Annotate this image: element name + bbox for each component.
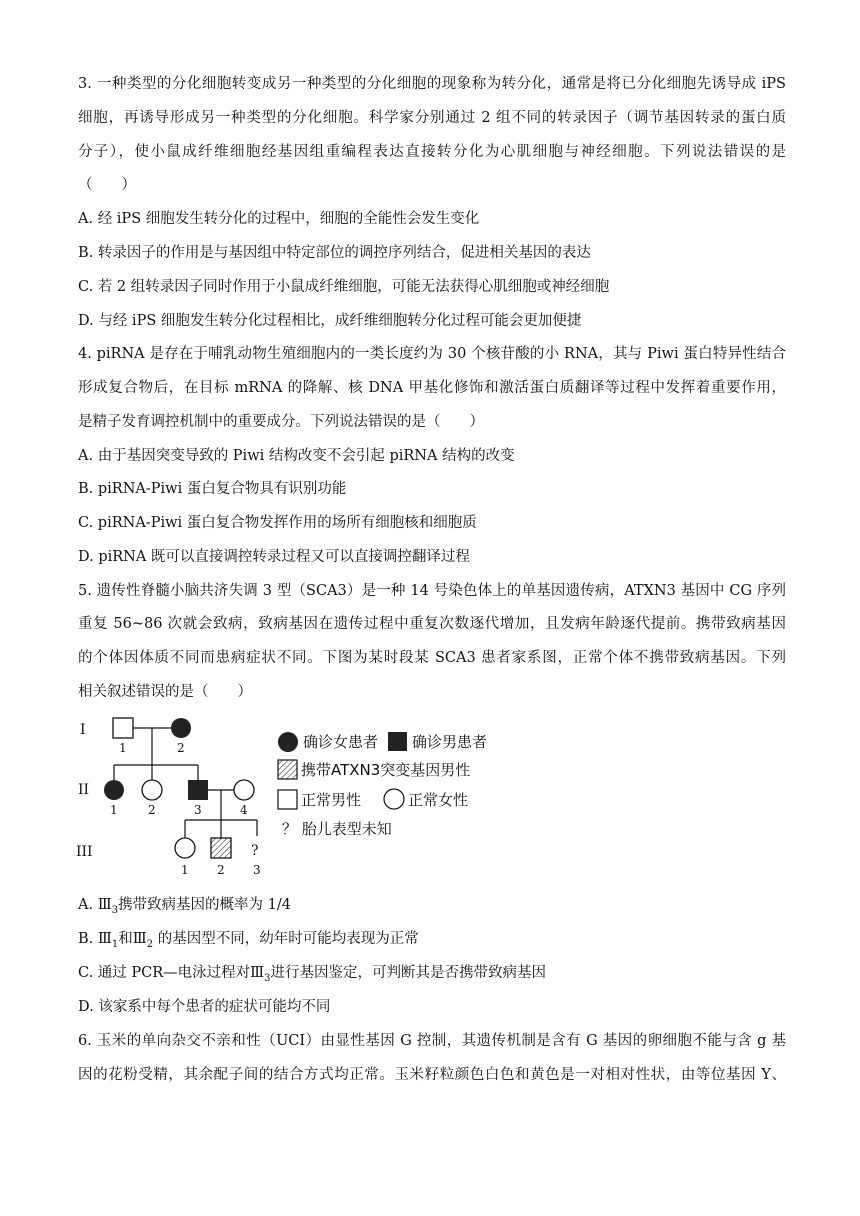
q5-option-a: A. $Ⅲ_3$携带致病基因的概率为 1/4 [78, 897, 292, 916]
q5-stem-line-2: 重复 56~86 次就会致病，致病基因在遗传过程中重复次数逐代增加，且发病年龄逐代提前。携带致病基因 [78, 616, 786, 632]
q5-stem-line-3: 的个体因体质不同而患病症状不同。下图为某时段某 SCA3 患者家系图，正常个体不携带致病基因。下列 [78, 650, 786, 666]
gen2-number-4: 4 [240, 803, 248, 817]
legend-affected-male-label: 确诊男患者 [412, 733, 488, 751]
q3-option-c: C. 若 2 组转录因子同时作用于小鼠成纤维细胞，可能无法获得心肌细胞或神经细胞 [78, 279, 610, 295]
gen3-male-carrier [211, 838, 231, 858]
gen1-male-normal [113, 718, 133, 738]
gen1-number-2: 2 [177, 741, 185, 755]
gen2-female-affected [104, 780, 124, 800]
gen3-female-normal [175, 838, 195, 858]
q5-option-c: C. 通过 PCR—电泳过程对$Ⅲ_3$进行基因鉴定，可判断其是否携带致病基因 [78, 965, 547, 984]
q3-stem-line-1: 3. 一种类型的分化细胞转变成另一种类型的分化细胞的现象称为转分化，通常是将已分化细胞先诱导成 iPS [78, 76, 786, 92]
q6-stem-line-2: 因的花粉受精，其余配子间的结合方式均正常。玉米籽粒颜色白色和黄色是一对相对性状，由等位基因 Y、 [78, 1067, 786, 1083]
q3-option-b: B. 转录因子的作用是与基因组中特定部位的调控序列结合，促进相关基因的表达 [78, 245, 591, 261]
generation-label-3: III [76, 844, 93, 860]
q4-stem-line-3: 是精子发育调控机制中的重要成分。下列说法错误的是（ ） [78, 414, 484, 430]
gen2-number-3: 3 [194, 803, 202, 817]
legend-normal-female-symbol [384, 789, 404, 809]
gen2-number-1: 1 [110, 803, 118, 817]
generation-label-1: I [80, 722, 86, 738]
gen3-unknown-mark: ? [251, 843, 259, 859]
pedigree-figure [72, 710, 532, 880]
legend-affected-male-symbol [388, 732, 407, 751]
q5-option-b: B. $Ⅲ_1$和$Ⅲ_2$ 的基因型不同，幼年时可能均表现为正常 [78, 931, 419, 950]
q3-stem-line-3: 分子），使小鼠成纤维细胞经基因组重编程表达直接转分化为心肌细胞与神经细胞。下列说法错误的是 [78, 144, 786, 160]
gen1-number-1: 1 [119, 741, 127, 755]
gen2-number-2: 2 [148, 803, 156, 817]
q3-stem-line-2: 细胞，再诱导形成另一种类型的分化细胞。科学家分别通过 2 组不同的转录因子（调节基因转录的蛋白质 [78, 110, 786, 126]
legend-normal-male-label: 正常男性 [301, 791, 362, 809]
generation-label-2: II [78, 782, 90, 798]
legend-carrier-male-symbol [278, 760, 297, 779]
gen2-male-affected [188, 780, 208, 800]
q4-stem-line-1: 4. piRNA 是存在于哺乳动物生殖细胞内的一类长度约为 30 个核苷酸的小 RNA，其与 Piwi 蛋白特异性结合 [78, 346, 786, 362]
q5-option-d: D. 该家系中每个患者的症状可能均不同 [78, 999, 331, 1015]
q3-option-d: D. 与经 iPS 细胞发生转分化过程相比，成纤维细胞转分化过程可能会更加便捷 [78, 313, 582, 329]
legend-unknown-label: ？ 胎儿表型未知 [282, 820, 392, 838]
q3-option-a: A. 经 iPS 细胞发生转分化的过程中，细胞的全能性会发生变化 [78, 211, 480, 227]
legend-affected-female-label: 确诊女患者 [303, 733, 379, 751]
q5-stem-line-1: 5. 遗传性脊髓小脑共济失调 3 型（SCA3）是一种 14 号染色体上的单基因遗传病，ATXN3 基因中 CG 序列 [78, 583, 786, 599]
legend-affected-female-symbol [278, 732, 298, 752]
gen2-female-normal [142, 780, 162, 800]
q4-option-c: C. piRNA-Piwi 蛋白复合物发挥作用的场所有细胞核和细胞质 [78, 515, 477, 531]
legend-normal-female-label: 正常女性 [408, 791, 469, 809]
gen3-number-3: 3 [253, 863, 261, 877]
legend-normal-male-symbol [278, 790, 297, 809]
gen2-female-spouse-normal [234, 780, 254, 800]
gen3-number-2: 2 [217, 863, 225, 877]
q6-stem-line-1: 6. 玉米的单向杂交不亲和性（UCI）由显性基因 G 控制，其遗传机制是含有 G 基因的卵细胞不能与含 g 基 [78, 1033, 786, 1049]
q4-option-d: D. piRNA 既可以直接调控转录过程又可以直接调控翻译过程 [78, 549, 470, 565]
q4-option-b: B. piRNA-Piwi 蛋白复合物具有识别功能 [78, 481, 347, 497]
gen3-number-1: 1 [181, 863, 189, 877]
gen1-female-affected [171, 718, 191, 738]
q4-option-a: A. 由于基因突变导致的 Piwi 结构改变不会引起 piRNA 结构的改变 [78, 448, 515, 464]
legend-carrier-male-label: 携带ATXN3突变基因男性 [301, 761, 471, 779]
q3-answer-blank: （ ） [78, 177, 136, 193]
q5-stem-line-4: 相关叙述错误的是（ ） [78, 684, 252, 700]
q4-stem-line-2: 形成复合物后，在目标 mRNA 的降解、核 DNA 甲基化修饰和激活蛋白质翻译等过程中发挥着重要作用， [78, 380, 786, 396]
